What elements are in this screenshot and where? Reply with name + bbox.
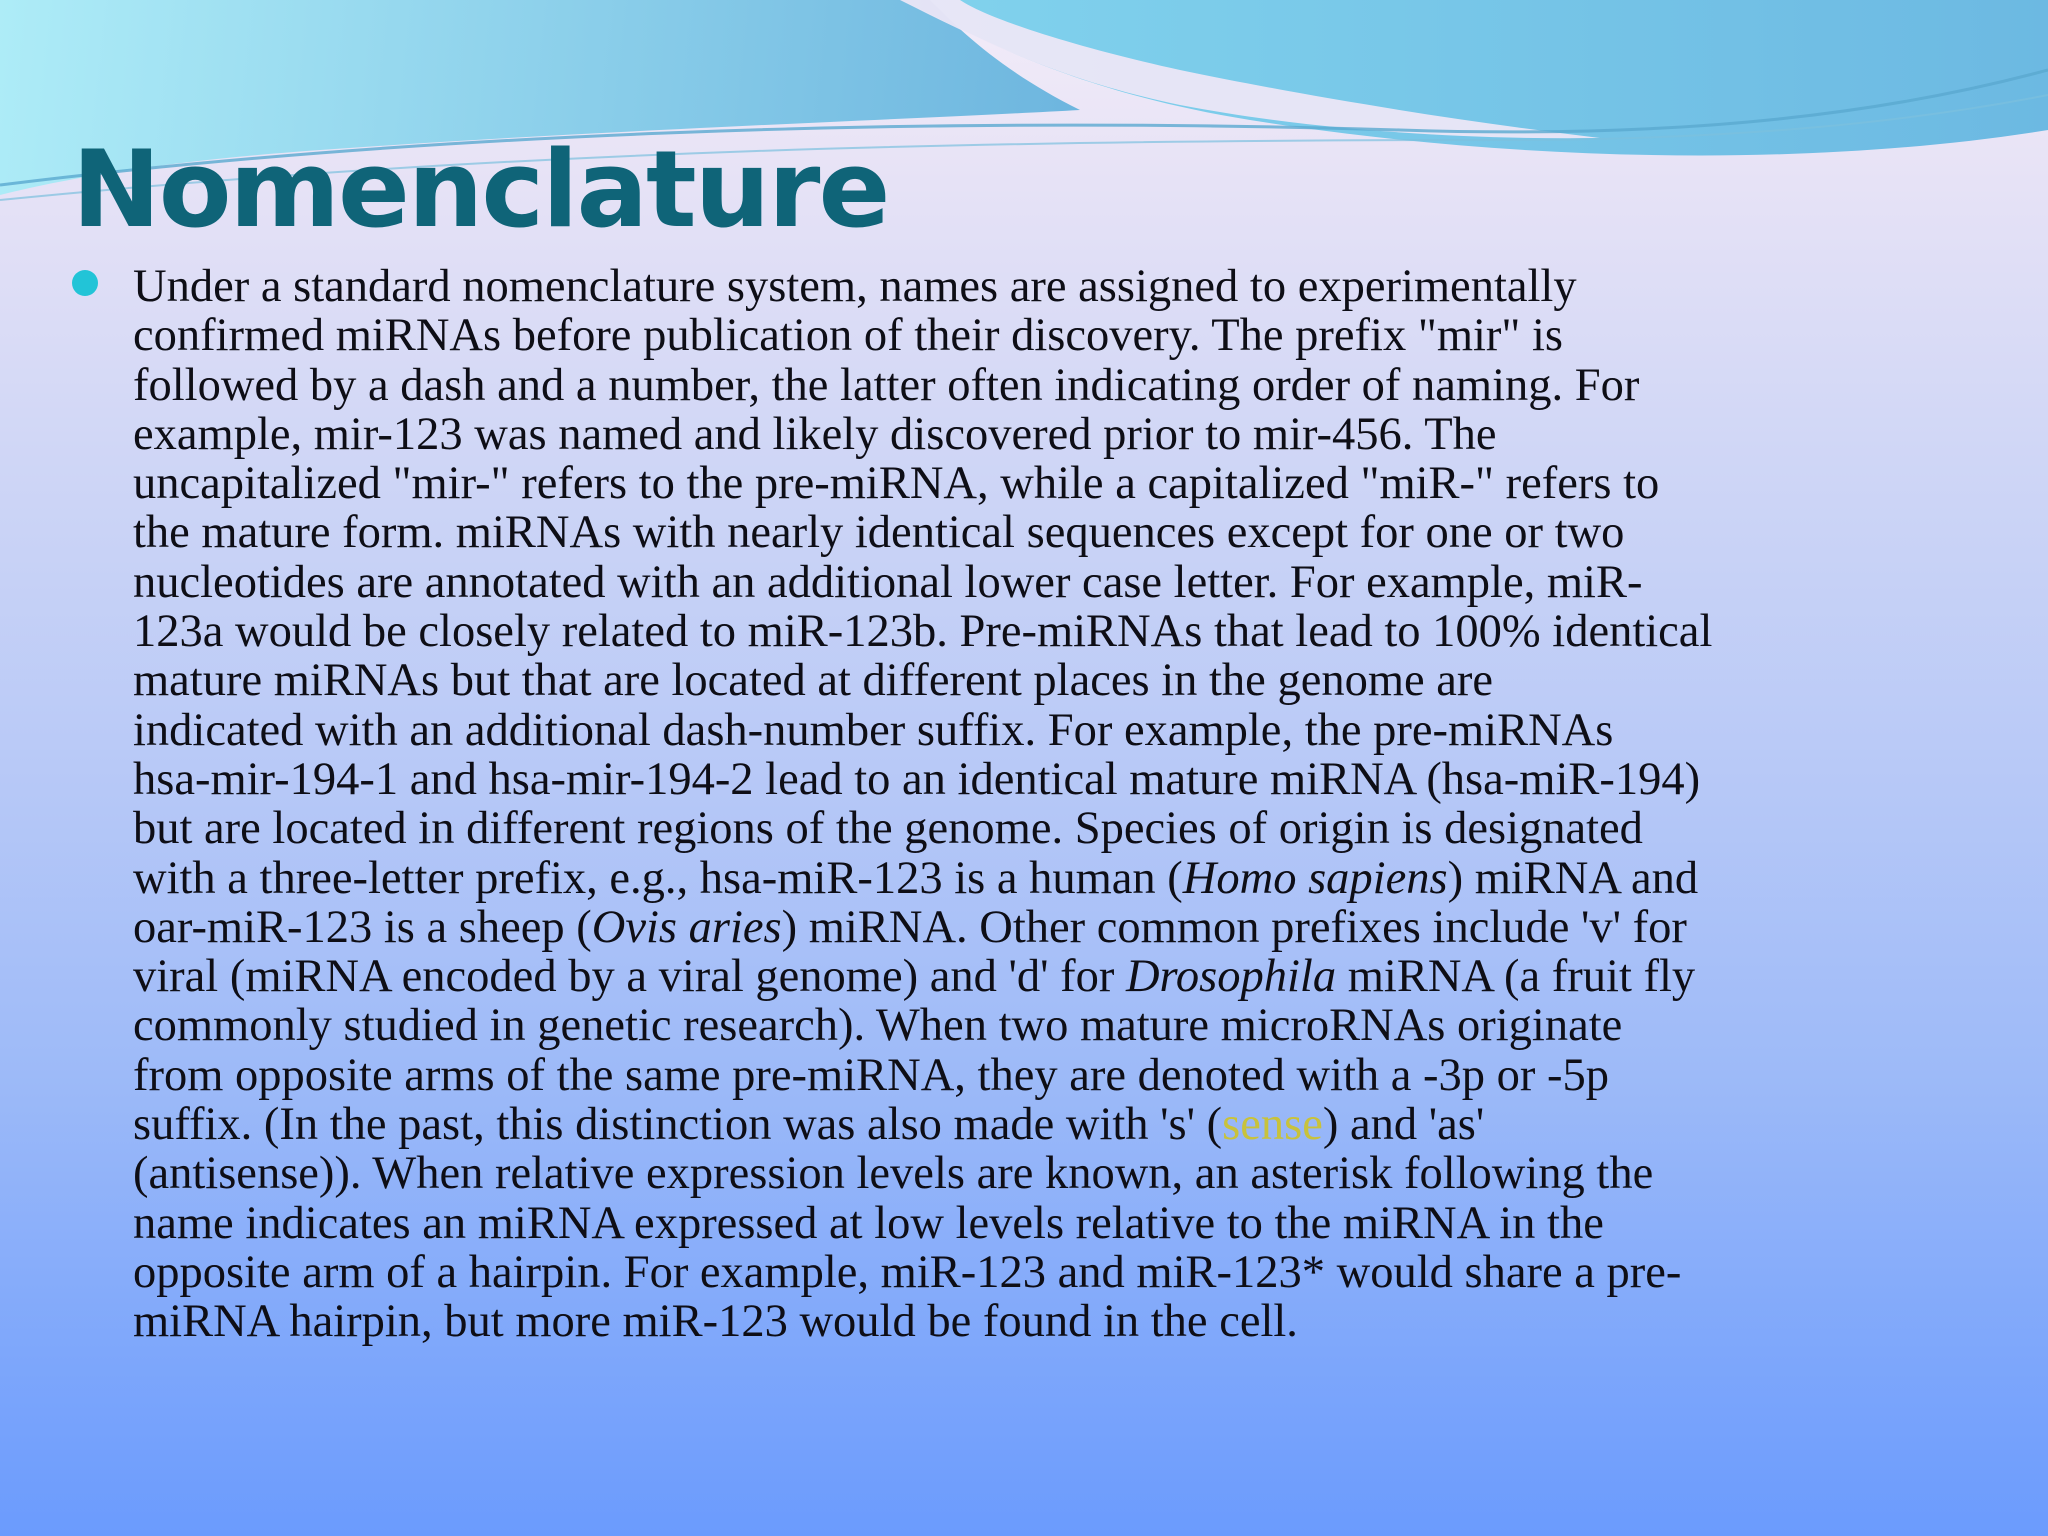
italic-species-name: Ovis aries — [591, 901, 782, 953]
body-text-run: but are located in different regions of the genome. Species of origin is designated — [133, 803, 1643, 855]
body-line — [133, 1199, 2013, 1248]
body-text-run: with a three-letter prefix, e.g., hsa-miR-123 is a human ( — [133, 852, 1183, 904]
body-line — [133, 952, 2013, 1001]
body-line — [133, 1100, 2013, 1149]
body-line — [133, 508, 2013, 557]
body-text-run: suffix. (In the past, this distinction was also made with 's' ( — [133, 1099, 1223, 1151]
body-line — [133, 1001, 2013, 1050]
body-text-run: ) miRNA and — [1447, 852, 1699, 904]
body-text-run: miRNA hairpin, but more miR-123 would be found in the cell. — [133, 1296, 1298, 1348]
body-text-run: followed by a dash and a number, the latter often indicating order of naming. For — [133, 359, 1640, 411]
body-line — [133, 804, 2013, 853]
body-line — [133, 607, 2013, 656]
bullet-icon — [72, 270, 98, 296]
body-line — [133, 755, 2013, 804]
body-text-run: ) and 'as' — [1322, 1099, 1485, 1151]
body-line — [133, 903, 2013, 952]
body-text-run: miRNA (a fruit fly — [1336, 951, 1696, 1003]
body-line — [133, 706, 2013, 755]
body-text-run: mature miRNAs but that are located at different places in the genome are — [133, 655, 1494, 707]
body-text-run: ) miRNA. Other common prefixes include 'v' for — [781, 901, 1687, 953]
body-text-run: viral (miRNA encoded by a viral genome) and 'd' for — [133, 951, 1126, 1003]
body-line — [133, 410, 2013, 459]
body-line — [133, 656, 2013, 705]
body-text-run: 123a would be closely related to miR-123b. Pre-miRNAs that lead to 100% identical — [133, 606, 1713, 658]
body-text-run: example, mir-123 was named and likely discovered prior to mir-456. The — [133, 408, 1497, 460]
body-line — [133, 311, 2013, 360]
body-line — [133, 1248, 2013, 1297]
sense-link[interactable]: sense — [1222, 1099, 1323, 1151]
body-line — [133, 1297, 2013, 1346]
body-text-run: uncapitalized "mir-" refers to the pre-miRNA, while a capitalized "miR-" refers to — [133, 458, 1660, 510]
body-text-run: indicated with an additional dash-number suffix. For example, the pre-miRNAs — [133, 704, 1614, 756]
body-text-run: name indicates an miRNA expressed at low levels relative to the miRNA in the — [133, 1197, 1604, 1249]
body-text-run: (antisense)). When relative expression levels are known, an asterisk following the — [133, 1148, 1654, 1200]
body-line — [133, 558, 2013, 607]
italic-species-name: Homo sapiens — [1182, 852, 1448, 904]
body-line — [133, 262, 2013, 311]
body-text-run: confirmed miRNAs before publication of their discovery. The prefix "mir" is — [133, 310, 1564, 362]
body-line — [133, 1051, 2013, 1100]
slide-body-paragraph — [133, 262, 2013, 1347]
body-text-run: oar-miR-123 is a sheep ( — [133, 901, 592, 953]
body-text-run: the mature form. miRNAs with nearly identical sequences except for one or two — [133, 507, 1625, 559]
body-text-run: from opposite arms of the same pre-miRNA, they are denoted with a -3p or -5p — [133, 1049, 1609, 1101]
body-text-run: opposite arm of a hairpin. For example, miR-123 and miR-123* would share a pre- — [133, 1246, 1682, 1298]
body-text-run: hsa-mir-194-1 and hsa-mir-194-2 lead to an identical mature miRNA (hsa-miR-194) — [133, 753, 1701, 805]
slide-title: Nomenclature — [72, 128, 889, 251]
italic-species-name: Drosophila — [1125, 951, 1337, 1003]
body-text-run: Under a standard nomenclature system, names are assigned to experimentally — [133, 261, 1577, 312]
body-text-run: nucleotides are annotated with an additional lower case letter. For example, miR- — [133, 556, 1643, 608]
body-line — [133, 854, 2013, 903]
body-line — [133, 459, 2013, 508]
body-text-run: commonly studied in genetic research). When two mature microRNAs originate — [133, 1000, 1623, 1052]
body-line — [133, 361, 2013, 410]
body-line — [133, 1149, 2013, 1198]
